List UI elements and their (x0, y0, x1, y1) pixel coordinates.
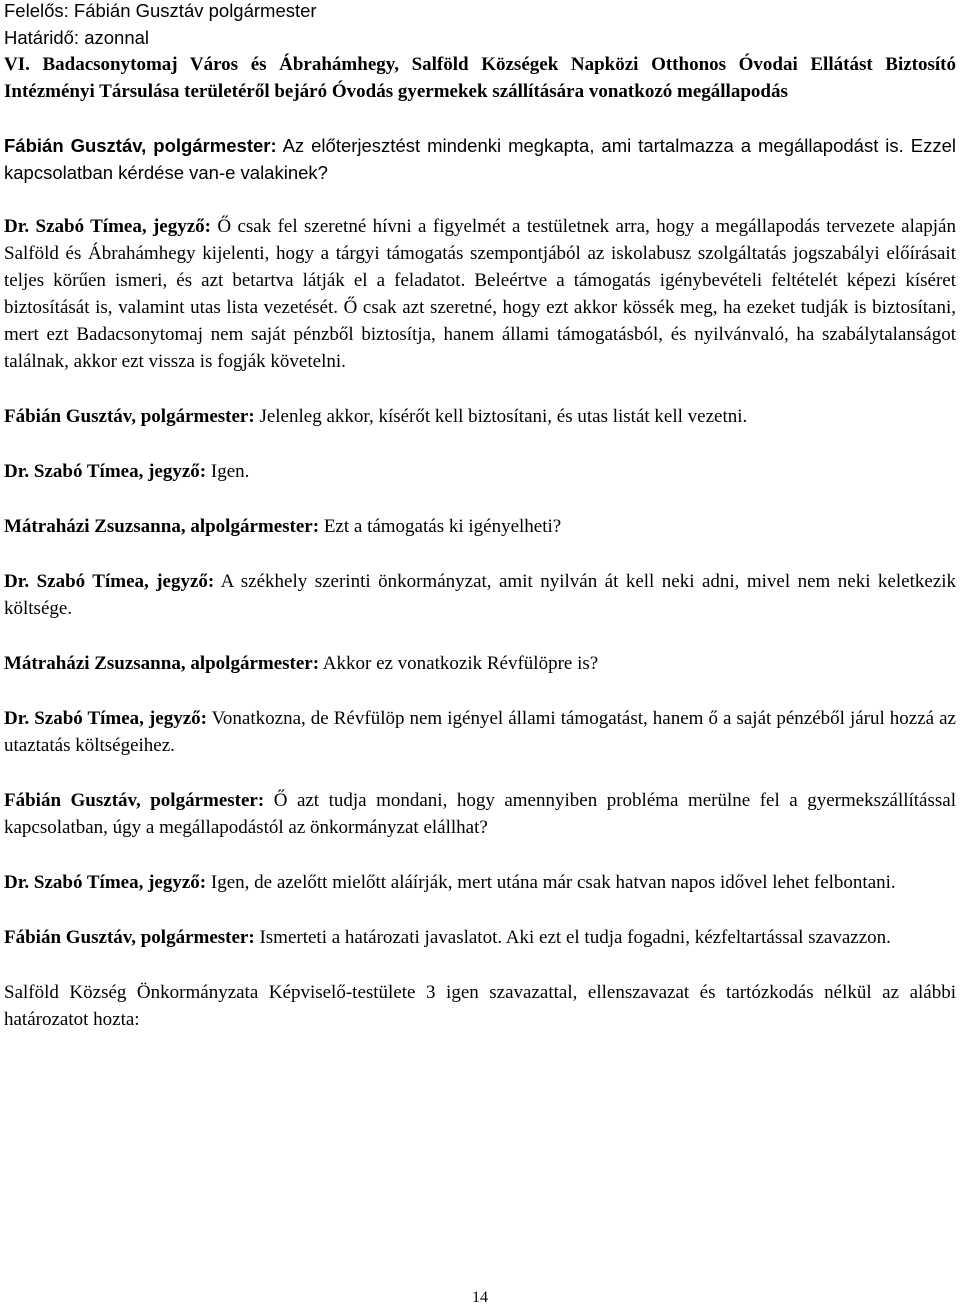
statement-3: Igen. (206, 461, 250, 482)
statement-8: Ő azt tudja mondani, hogy amennyiben probléma merülne fel a gyermekszállítással kapcsolatban, úgy a megállapodástól az önkormányzat elállhat? (4, 790, 956, 838)
page-number: 14 (472, 1289, 488, 1306)
entry-0 (4, 132, 956, 186)
speaker-4: Mátraházi Zsuzsanna, alpolgármester: (4, 516, 320, 537)
statement-4: Ezt a támogatás ki igényelheti? (319, 516, 562, 537)
speaker-9: Dr. Szabó Tímea, jegyző: (4, 872, 207, 893)
entry-3 (4, 458, 956, 485)
entry-1 (4, 213, 956, 375)
section-title: VI. Badacsonytomaj Város és Ábrahámhegy, Salföld Községek Napközi Otthonos Óvodai Ellátást Biztosító Intézményi Társulása területéről bejáró Óvodás gyermekek szállítására vonatkozó megállapodás (4, 54, 956, 102)
entry-7 (4, 705, 956, 759)
deadline-line: Határidő: azonnal (4, 27, 150, 48)
speaker-6: Mátraházi Zsuzsanna, alpolgármester: (4, 653, 320, 674)
speaker-10: Fábián Gusztáv, polgármester: (4, 927, 255, 948)
closing-statement: Salföld Község Önkormányzata Képviselő-testülete 3 igen szavazattal, ellenszavazat és tartózkodás nélkül az alábbi határozatot hozta: (4, 982, 956, 1030)
speaker-8: Fábián Gusztáv, polgármester: (4, 790, 265, 811)
speaker-7: Dr. Szabó Tímea, jegyző: (4, 708, 207, 729)
entry-9 (4, 869, 956, 896)
entry-4 (4, 513, 956, 540)
entry-10 (4, 924, 956, 951)
statement-6: Akkor ez vonatkozik Révfülöpre is? (319, 653, 599, 674)
statement-7: Vonatkozna, de Révfülöp nem igényel állami támogatást, hanem ő a saját pénzéből járul hozzá az utaztatás költségeihez. (4, 708, 956, 756)
statement-9: Igen, de azelőtt mielőtt aláírják, mert utána már csak hatvan napos idővel lehet felbontani. (206, 872, 896, 893)
entry-2 (4, 403, 956, 430)
statement-1: Ő csak fel szeretné hívni a figyelmét a testületnek arra, hogy a megállapodás tervezete alapján Salföld és Ábrahámhegy kijelenti, hogy a tárgyi támogatás szempontjából az iskolabusz szolgáltatás jogszabályi előírásait teljes körűen ismeri, és azt betartva látják el a feladatot. Beleértve a támogatás igénybevételi feltételét képezi kíséret biztosítását is, valamint utas lista vezetését. Ő csak azt szeretné, hogy ezt akkor kössék meg, ha ezeket tudják is biztosítani, mert ezt Badacsonytomaj nem saját pénzből biztosítja, hanem állami támogatásból, és nyilvánvaló, ha szabálytalanságot találnak, akkor ezt vissza is fogják követelni. (4, 216, 956, 372)
entry-8 (4, 787, 956, 841)
speaker-0: Fábián Gusztáv, polgármester: (4, 135, 277, 156)
responsible-line: Felelős: Fábián Gusztáv polgármester (4, 0, 317, 21)
entry-5 (4, 568, 956, 622)
speaker-1: Dr. Szabó Tímea, jegyző: (4, 216, 211, 237)
statement-10: Ismerteti a határozati javaslatot. Aki ezt el tudja fogadni, kézfeltartással szavazzon. (254, 927, 891, 948)
statement-0: Az előterjesztést mindenki megkapta, ami tartalmazza a megállapodást is. Ezzel kapcsolatban kérdése van-e valakinek? (4, 135, 956, 183)
statement-5: A székhely szerinti önkormányzat, amit nyilván át kell neki adni, mivel nem neki keletkezik költsége. (4, 571, 956, 619)
speaker-3: Dr. Szabó Tímea, jegyző: (4, 461, 207, 482)
entry-6 (4, 650, 956, 677)
speaker-2: Fábián Gusztáv, polgármester: (4, 406, 255, 427)
speaker-5: Dr. Szabó Tímea, jegyző: (4, 571, 215, 592)
statement-2: Jelenleg akkor, kísérőt kell biztosítani, és utas listát kell vezetni. (254, 406, 748, 427)
